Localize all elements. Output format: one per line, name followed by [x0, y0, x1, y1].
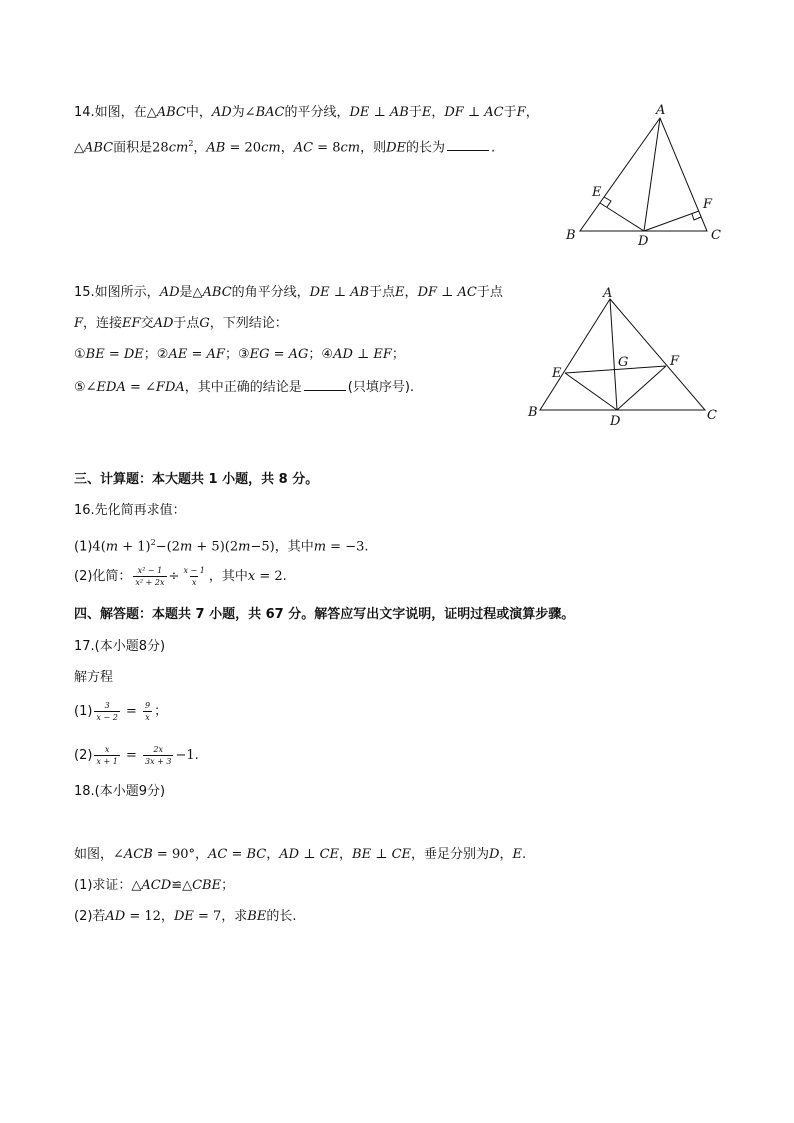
q15-label-G: G: [618, 355, 629, 370]
fraction: $\frac{9}{x}$: [144, 701, 151, 722]
fraction: $\frac{x - 1}{x}$: [183, 566, 205, 587]
q18-part-2: (2)若AD = 12，DE = 7，求BE的长.: [74, 909, 297, 924]
fraction: $\frac{x}{x + 1}$: [96, 745, 118, 766]
q17-part-1: (1) $\frac{3}{x - 2}$ = $\frac{9}{x}$ ；: [74, 701, 168, 722]
fraction: $\frac{2x}{3x + 3}$: [144, 745, 172, 766]
q15-label-A: A: [603, 286, 613, 301]
q15-label-C: C: [707, 408, 717, 423]
q16-part-2: (2)化简： $\frac{\text{x² − 1}}{\text{x² + 2x}}$ ÷ $\frac{x - 1}{x}$ ，其中x = 2.: [74, 566, 287, 587]
q14-label-E: E: [592, 185, 602, 200]
section-4-heading: 四、解答题：本题共 7 小题，共 67 分。解答应写出文字说明，证明过程或演算步骤。: [74, 607, 575, 622]
q14-label-C: C: [711, 228, 721, 243]
answer-blank[interactable]: [447, 139, 489, 151]
q18-part-1: (1)求证：△ACD≌△CBE；: [74, 878, 235, 893]
q15-label-B: B: [528, 405, 538, 420]
q14-figure: [560, 100, 730, 250]
q15-label-F: F: [670, 354, 680, 369]
answer-blank[interactable]: [304, 379, 346, 391]
q14-label-B: B: [566, 228, 576, 243]
q15-label-E: E: [552, 366, 562, 381]
fraction: $\frac{\text{x² − 1}}{\text{x² + 2x}}$: [135, 566, 165, 587]
q17-part-2: (2) $\frac{x}{x + 1}$ = $\frac{2x}{3x + 3}$ −1.: [74, 745, 199, 766]
q14-label-F: F: [703, 197, 713, 212]
q14-label-D: D: [638, 234, 649, 249]
q16-part-1: $(1)4(m + 1)^2-(2m + 5)(2m-5)$，其中m = −3.: [74, 538, 369, 555]
section-3-heading: 三、计算题：本大题共 1 小题，共 8 分。: [74, 472, 319, 487]
q14-line-2: △ABC面积是$28cm^2$，AB = 20cm，AC = 8cm，则DE的长为 .: [74, 139, 496, 156]
q15-figure: [520, 282, 730, 432]
q15-line-2: F，连接EF交AD于点G，下列结论：: [74, 316, 288, 331]
q16-title: 16.先化简再求值：: [74, 503, 186, 518]
q17-title: 17.(本小题8分): [74, 639, 166, 654]
q14-label-A: A: [656, 103, 666, 118]
fraction: $\frac{3}{x - 2}$: [96, 701, 118, 722]
q15-label-D: D: [610, 414, 621, 429]
q14-line-1: 14.如图，在△ABC中，AD为∠BAC的平分线，DE ⊥ AB于E，DF ⊥ AC于F，: [74, 105, 539, 120]
q15-line-1: 15.如图所示，AD是△ABC的角平分线，DE ⊥ AB于点E，DF ⊥ AC于点: [74, 285, 503, 300]
q17-subtitle: 解方程: [74, 670, 114, 685]
q15-line-4: ⑤∠EDA = ∠FDA，其中正确的结论是 (只填序号).: [74, 380, 415, 395]
q15-line-3: ①BE = DE；②AE = AF；③EG = AG；④AD ⊥ EF；: [74, 347, 405, 362]
q18-title: 18.(本小题9分): [74, 784, 166, 799]
q18-stem: 如图，∠ACB = 90°，AC = BC，AD ⊥ CE，BE ⊥ CE，垂足分别为D，E.: [74, 847, 527, 862]
